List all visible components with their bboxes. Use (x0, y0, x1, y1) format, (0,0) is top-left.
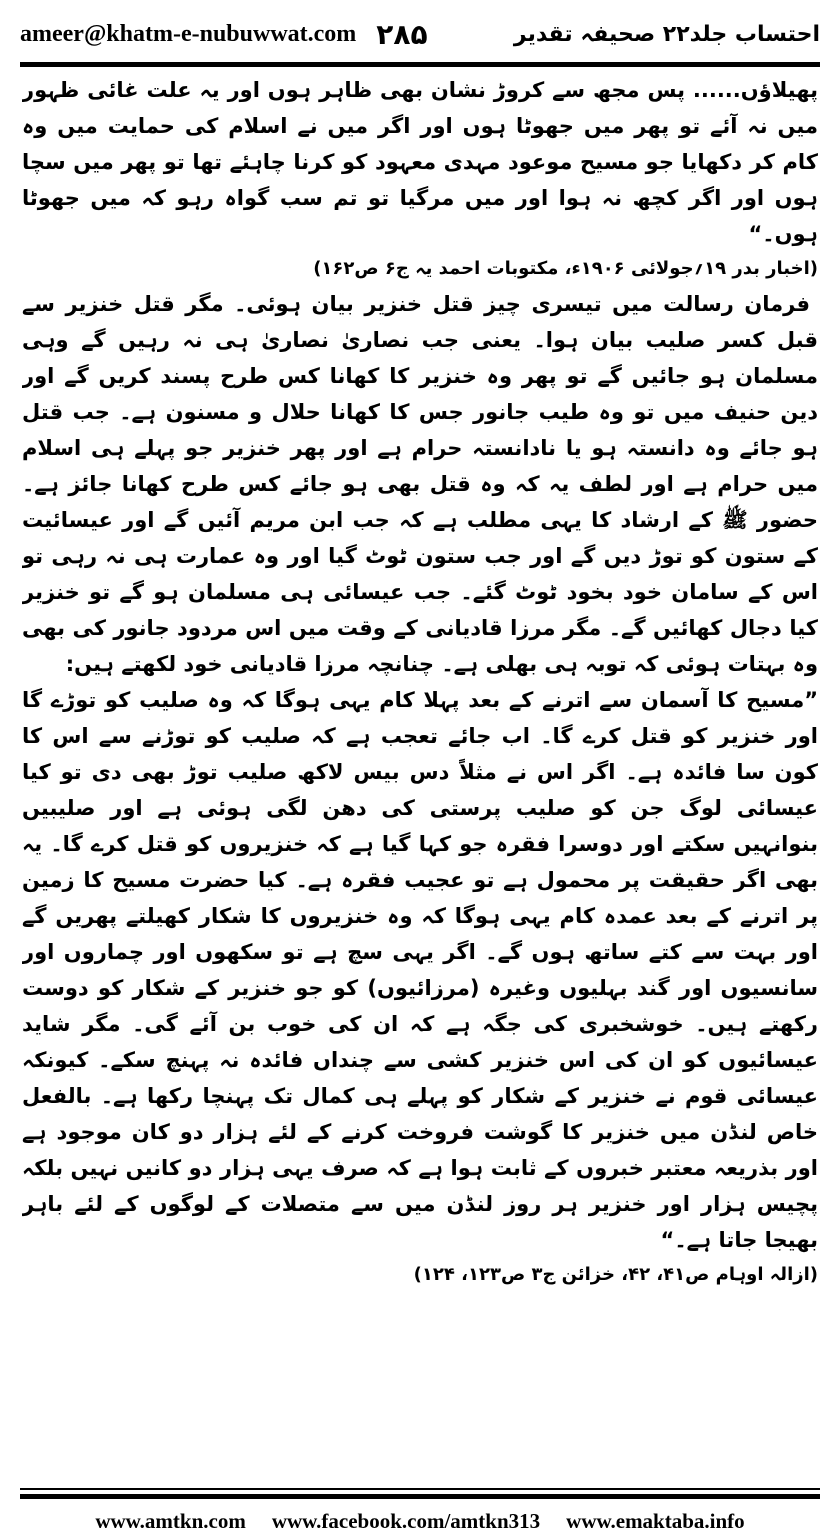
footer-link-amtkn[interactable]: www.amtkn.com (95, 1508, 246, 1533)
footer-rule-thin (20, 1488, 820, 1490)
body-paragraph-1: فرمان رسالت میں تیسری چیز قتل خنزیر بیان ہوئی۔ مگر قتل خنزیر سے قبل کسر صلیب بیان ہوا۔ یعنی جب نصاریٰ نصاریٰ ہی نہ رہیں گے وہی مسلمان ہو جائیں گے تو پھر وہ خنزیر کا کھانا کس طرح پسند کریں گے اور دین حنیف میں تو وہ طیب جانور جس کا کھانا حلال و مسنون ہے۔ جب قتل ہو جائے وہ دانستہ ہو یا نادانستہ حرام ہے اور پھر خنزیر جو پہلے ہی اسلام میں حرام ہے اور لطف یہ کہ وہ قتل بھی ہو جائے کس طرح کھانا جائز ہے۔ حضور ﷺ کے ارشاد کا یہی مطلب ہے کہ جب ابن مریم آئیں گے اور عیسائیت کے ستون کو توڑ دیں گے اور جب ستون ٹوٹ گیا اور وہ عمارت ہی نہ رہی تو اس کے سامان خود بخود ٹوٹ گئے۔ جب عیسائی ہی مسلمان ہو گے تو خنزیر کیا دجال کھائیں گے۔ مگر مرزا قادیانی کے وقت میں اس مردود جانور کی بھی وہ بہتات ہوئی کہ توبہ ہی بھلی ہے۔ چنانچہ مرزا قادیانی خود لکھتے ہیں: (22, 292, 818, 676)
quote-paragraph-1: پھیلاؤں...... پس مجھ سے کروڑ نشان بھی ظاہر ہوں اور یہ علت غائی ظہور میں نہ آئے تو پھر میں جھوٹا ہوں اور اگر میں نے اسلام کی حمایت میں وہ کام کر دکھایا جو مسیح موعود مہدی معہود کو کرنا چاہئے تھا تو پھر میں سچا ہوں اور اگر کچھ نہ ہوا اور میں مرگیا تو تم سب گواہ رہو کہ میں جھوٹا ہوں۔“ (22, 78, 818, 246)
page-number: ۲۸۵ (376, 17, 428, 51)
footer-link-emaktaba[interactable]: www.emaktaba.info (566, 1508, 745, 1533)
page-footer (20, 1506, 820, 1536)
footer-rule-thick (20, 1494, 820, 1499)
citation-1: (اخبار بدر ۱۹؍جولائی ۱۹۰۶ء، مکتوبات احمد یہ ج۶ ص۱۶۲) (313, 258, 818, 279)
page-body (22, 72, 818, 1472)
header-email[interactable]: ameer@khatm-e-nubuwwat.com (20, 20, 357, 47)
quote-paragraph-2: ”مسیح کا آسمان سے اترنے کے بعد پہلا کام یہی ہوگا کہ وہ صلیب کو توڑے گا اور خنزیر کو قتل کرے گا۔ اب جائے تعجب ہے کہ صلیب کو توڑنے سے اس کا کون سا فائدہ ہے۔ اگر اس نے مثلاً دس بیس لاکھ صلیب توڑ بھی دی تو کیا عیسائی لوگ جن کو صلیب پرستی کی دھن لگی ہوئی ہے اور صلیبیں بنوانہیں سکتے اور دوسرا فقرہ جو کہا گیا ہے کہ خنزیروں کو قتل کرے گا۔ یہ بھی اگر حقیقت پر محمول ہے تو عجیب فقرہ ہے۔ کیا حضرت مسیح کا زمین پر اترنے کے بعد عمدہ کام یہی ہوگا کہ وہ خنزیروں کا شکار کھیلتے پھریں گے اور بہت سے کتے ساتھ ہوں گے۔ اگر یہی سچ ہے تو سکھوں اور چماروں اور سانسیوں اور گند بہلیوں وغیرہ (مرزائیوں) کو جو خنزیر کے شکار کو دوست رکھتے ہیں۔ خوشخبری کی جگہ ہے کہ ان کی خوب بن آئے گی۔ مگر شاید عیسائیوں کو ان کی اس خنزیر کشی سے چنداں فائدہ نہ پہنچ سکے۔ کیونکہ عیسائی قوم نے خنزیر کے شکار کو پہلے ہی کمال تک پہنچا رکھا ہے۔ بالفعل خاص لنڈن میں خنزیر کا گوشت فروخت کرنے کے لئے ہزار دو کان موجود ہے اور بذریعہ معتبر خبروں کے ثابت ہوا ہے کہ صرف یہی ہزار دو کانیں نہیں بلکہ پچیس ہزار اور خنزیر ہر روز لنڈن میں سے متصلات کے لوگوں کے لئے باہر بھیجا جاتا ہے۔“ (22, 688, 818, 1252)
running-title: احتساب جلد۲۲ صحیفہ تقدیر (513, 21, 820, 47)
header-rule (20, 62, 820, 67)
page-header (20, 12, 820, 56)
header-left-group (20, 18, 428, 51)
citation-2: (ازالہ اوہام ص۴۱، ۴۲، خزائن ج۳ ص۱۲۳، ۱۲۴) (413, 1264, 818, 1285)
footer-link-facebook[interactable]: www.facebook.com/amtkn313 (271, 1508, 541, 1533)
